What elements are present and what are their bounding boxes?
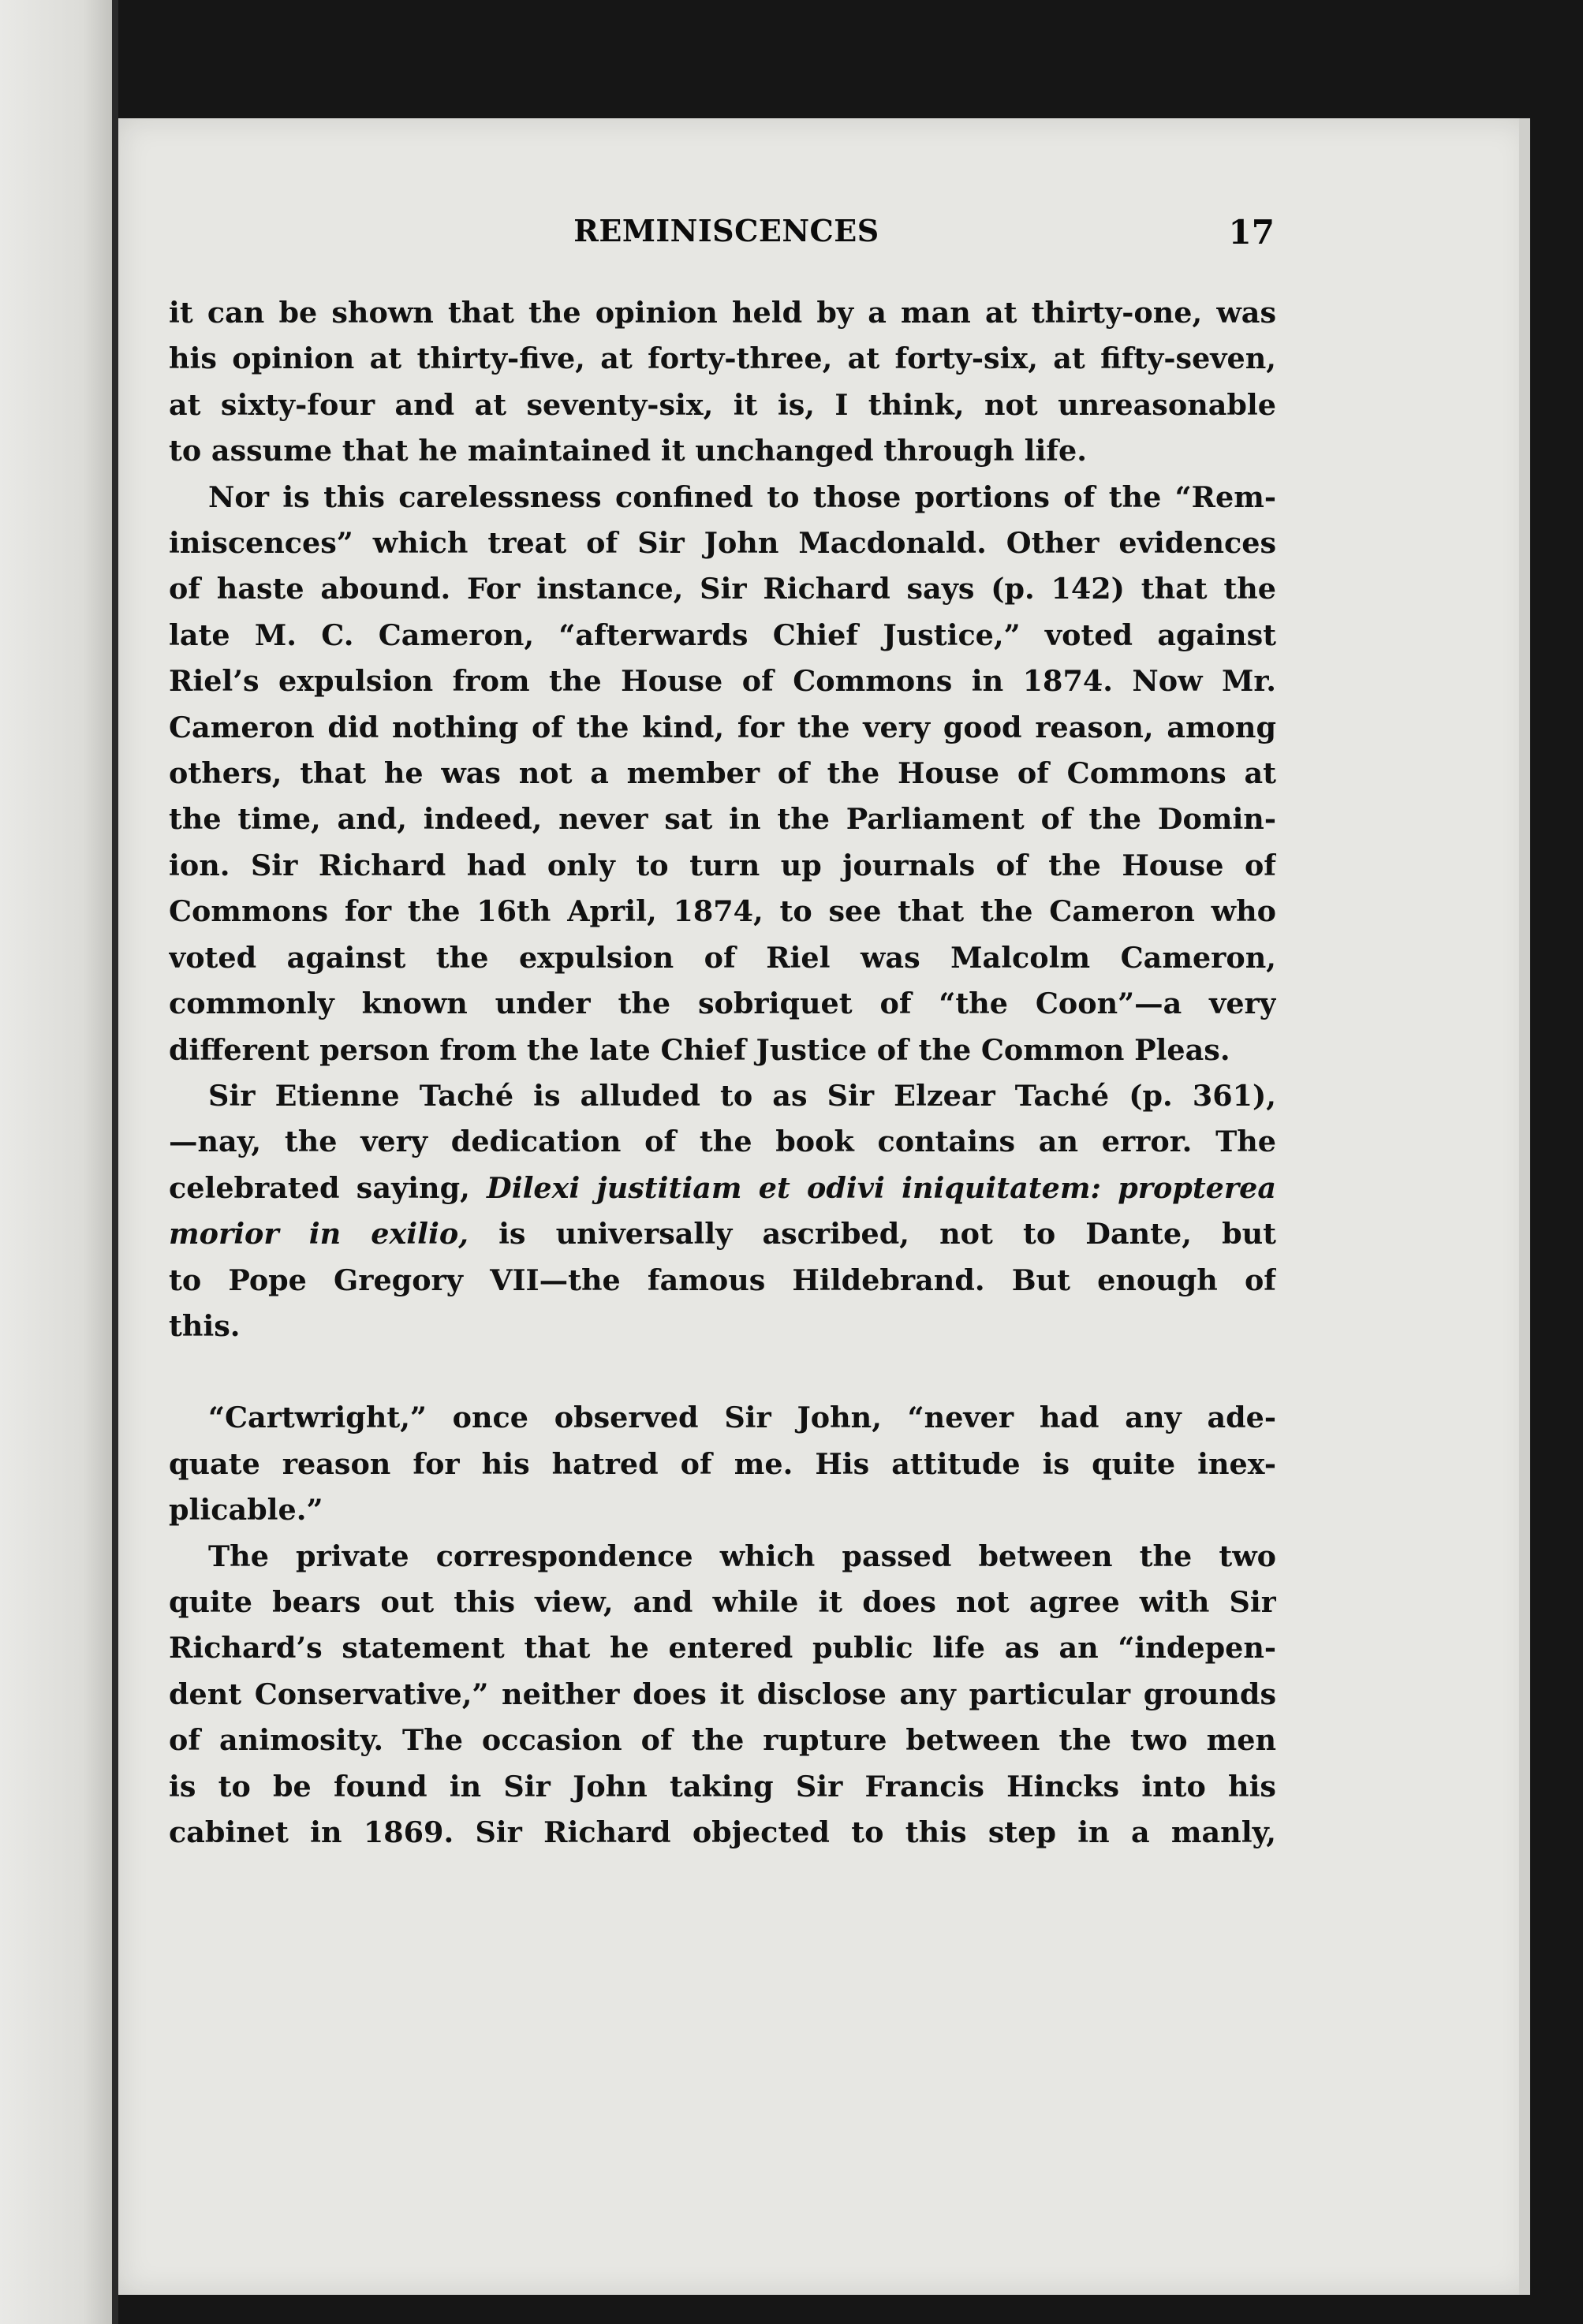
text-line: his opinion at thirty-five, at forty-three, at forty-six, at fifty-seven, [169,341,1276,376]
text-line: Richard’s statement that he entered public life as an “indepen- [169,1631,1276,1666]
text-line: different person from the late Chief Justice of the Common Pleas. [169,1032,1230,1067]
text-line: quate reason for his hatred of me. His attitude is quite inex- [169,1446,1276,1481]
text-line: cabinet in 1869. Sir Richard objected to this step in a manly, [169,1815,1276,1849]
text-line: Cameron did nothing of the kind, for the very good reason, among [169,710,1276,744]
page-header [178,213,1275,268]
page-number: 17 [1228,213,1275,252]
paragraph [169,290,1276,475]
text-line: “Cartwright,” once observed Sir John, “never had any ade- [208,1401,1276,1435]
text-line: is to be found in Sir John taking Sir Francis Hincks into his [169,1769,1276,1804]
text-line [169,1211,1276,1257]
facing-page-edge [0,0,118,2324]
text-line: voted against the expulsion of Riel was Malcolm Cameron, [169,940,1276,975]
text-line: others, that he was not a member of the House of Commons at [169,756,1276,791]
text-line: to Pope Gregory VII—the famous Hildebrand. But enough of [169,1263,1276,1297]
text-line: iniscences” which treat of Sir John Macdonald. Other evidences [169,526,1276,561]
text-line: Sir Etienne Taché is alluded to as Sir Elzear Taché (p. 361), [208,1078,1276,1113]
text-line: late M. C. Cameron, “afterwards Chief Justice,” voted against [169,617,1276,652]
text-line: Riel’s expulsion from the House of Commons in 1874. Now Mr. [169,664,1276,699]
text-line: plicable.” [169,1493,323,1528]
text-line: The private correspondence which passed between the two [208,1539,1276,1573]
text-line: Commons for the 16th April, 1874, to see that the Cameron who [169,894,1276,929]
text-line: it can be shown that the opinion held by a man at thirty-one, was [169,296,1276,330]
text-line: to assume that he maintained it unchanged through life. [169,434,1087,468]
paragraph [169,1534,1276,1856]
text-line: ion. Sir Richard had only to turn up journals of the House of [169,848,1276,882]
text-line: commonly known under the sobriquet of “the Coon”—a very [169,987,1276,1021]
paragraph [169,475,1276,1073]
latin-quotation: morior in exilio, [169,1217,469,1252]
text-line: —nay, the very dedication of the book contains an error. The [169,1125,1276,1159]
text-line: at sixty-four and at seventy-six, it is, I think, not unreasonable [169,387,1276,422]
paragraph [169,1073,1276,1349]
text-line: Nor is this carelessness confined to those portions of the “Rem- [208,479,1276,514]
binding-shadow [112,0,118,2324]
text-line: the time, and, indeed, never sat in the Parliament of the Domin- [169,802,1276,837]
text-line: quite bears out this view, and while it does not agree with Sir [169,1584,1276,1619]
text-line: of animosity. The occasion of the rupture between the two men [169,1723,1276,1758]
text-line: dent Conservative,” neither does it disclose any particular grounds [169,1677,1276,1711]
paragraph [169,1395,1276,1533]
text-line: this. [169,1308,241,1343]
text-run: is universally ascribed, not to Dante, but [468,1217,1276,1252]
section-break [169,1349,1276,1395]
body-text [169,290,1276,1856]
latin-quotation: Dilexi justitiam et odivi iniquitatem: propterea [487,1170,1276,1205]
running-head: REMINISCENCES [573,213,879,248]
text-line [169,1166,1276,1211]
text-line: of haste abound. For instance, Sir Richard says (p. 142) that the [169,572,1276,606]
text-run: celebrated saying, [169,1170,487,1205]
